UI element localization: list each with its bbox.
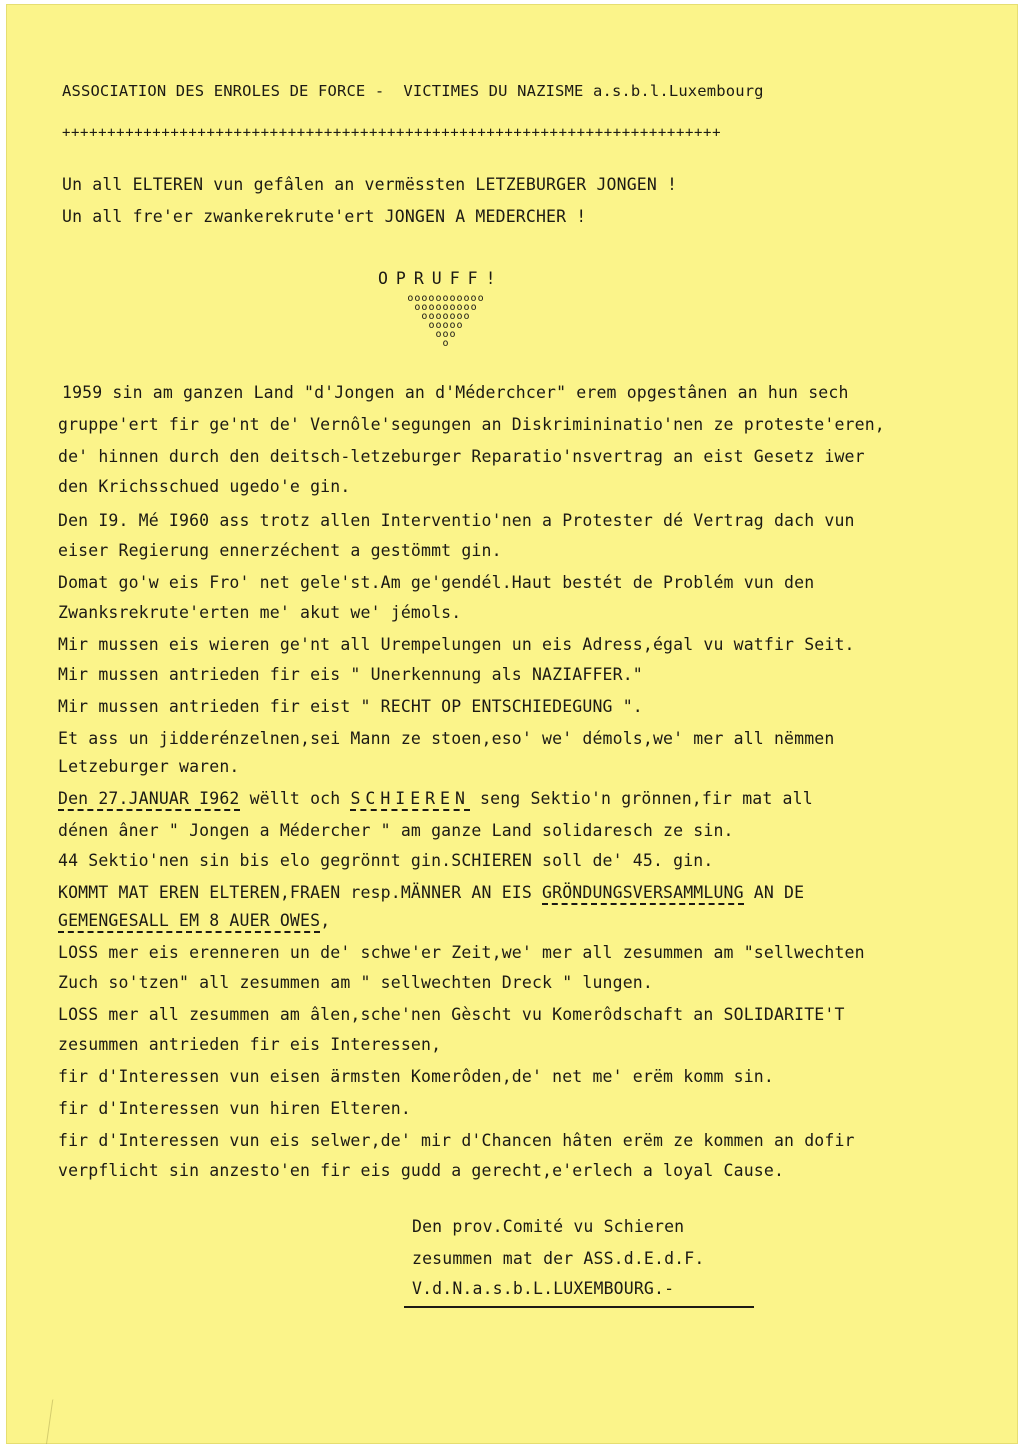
- meeting-text: KOMMT MAT EREN ELTEREN,FRAEN resp.MÄNNER AN EIS: [58, 883, 543, 902]
- dot-row: ooooooo: [421, 311, 471, 322]
- document-title: OPRUFF!: [378, 269, 504, 288]
- body-line: de' hinnen durch den deitsch-letzeburger Reparatio'nsvertrag an eist Gesetz iwer: [58, 447, 865, 466]
- meeting-date: Den 27.JANUAR I962: [58, 789, 240, 811]
- signature-line: zesummen mat der ASS.d.E.d.F.: [412, 1249, 705, 1268]
- meeting-text: AN DE: [743, 883, 805, 902]
- body-line: Mir mussen eis wieren ge'nt all Urempelungen un eis Adress,égal vu watfir Seit.: [58, 635, 855, 654]
- body-line: Letzeburger waren.: [58, 757, 240, 776]
- body-line: 1959 sin am ganzen Land "d'Jongen an d'Méderchcer" erem opgestânen an hun sech: [62, 383, 849, 402]
- signature-line: Den prov.Comité vu Schieren: [412, 1217, 685, 1236]
- body-line: dénen âner " Jongen a Médercher " am ganze Land solidaresch ze sin.: [58, 821, 734, 840]
- appeal-line: LOSS mer eis erenneren un de' schwe'er Zeit,we' mer all zesummen am "sellwechten: [58, 943, 865, 962]
- body-line: den Krichsschued ugedo'e gin.: [58, 477, 351, 496]
- meeting-text: wëllt och: [239, 789, 351, 808]
- appeal-line: fir d'Interessen vun eis selwer,de' mir d'Chancen hâten erëm ze kommen an dofir: [58, 1131, 855, 1150]
- body-line: Mir mussen antrieden fir eist " RECHT OP ENTSCHIEDEGUNG ".: [58, 697, 643, 716]
- meeting-text: seng Sektio'n grönnen,fir mat all: [469, 789, 813, 808]
- appeal-line: fir d'Interessen vun hiren Elteren.: [58, 1099, 411, 1118]
- folded-corner: [6, 1399, 53, 1444]
- dot-row: ooo: [435, 329, 457, 340]
- meeting-invitation-line: [58, 882, 804, 904]
- founding-assembly: GRÖNDUNGSVERSAMMLUNG: [542, 883, 744, 905]
- signature-line: V.d.N.a.s.b.L.LUXEMBOURG.-: [412, 1279, 675, 1298]
- dot-row: o: [442, 338, 450, 349]
- body-line: Et ass un jidderénzelnen,sei Mann ze stoen,eso' we' démols,we' mer all nëmmen: [58, 729, 835, 748]
- body-line: gruppe'ert fir ge'nt de' Vernôle'segungen an Diskrimininatio'nen ze proteste'eren,: [58, 415, 885, 434]
- meeting-venue: GEMENGESALL EM 8 AUER OWES: [58, 911, 320, 933]
- paper-sheet: [6, 4, 1018, 1444]
- body-line: eiser Regierung ennerzéchent a gestömmt gin.: [58, 541, 502, 560]
- body-line: Mir mussen antrieden fir eis " Unerkennung als NAZIAFFER.": [58, 665, 643, 684]
- salutation-line-1: Un all ELTEREN vun gefâlen an vermëssten LETZEBURGER JONGEN !: [62, 175, 678, 194]
- body-line: Zwanksrekrute'erten me' akut we' jémols.: [58, 603, 462, 622]
- body-line: Den I9. Mé I960 ass trotz allen Interventio'nen a Protester dé Vertrag dach vun: [58, 511, 855, 530]
- meeting-venue-line: [58, 910, 330, 932]
- meeting-text: ,: [320, 911, 331, 930]
- salutation-line-2: Un all fre'er zwankerekrute'ert JONGEN A MEDERCHER !: [62, 207, 587, 226]
- header-separator: +++++++++++++++++++++++++++++++++++++++++++++++++++++++++++++++++++++++++: [62, 125, 722, 141]
- body-line: Domat go'w eis Fro' net gele'st.Am ge'gendél.Haut bestét de Problém vun den: [58, 573, 815, 592]
- body-line: 44 Sektio'nen sin bis elo gegrönnt gin.SCHIEREN soll de' 45. gin.: [58, 851, 714, 870]
- dot-row: ooooo: [428, 320, 464, 331]
- appeal-line: fir d'Interessen vun eisen ärmsten Komerôden,de' net me' erëm komm sin.: [58, 1067, 774, 1086]
- signature-rule: [404, 1306, 754, 1308]
- dot-row: ooooooooooo: [407, 293, 485, 304]
- meeting-place: SCHIEREN: [350, 789, 469, 811]
- dot-row: ooooooooo: [414, 302, 478, 313]
- association-header: ASSOCIATION DES ENROLES DE FORCE - VICTIMES DU NAZISME a.s.b.l.Luxembourg: [62, 82, 764, 100]
- meeting-announcement-line: [58, 788, 813, 810]
- appeal-line: LOSS mer all zesummen am âlen,sche'nen Gèscht vu Komerôdschaft an SOLIDARITE'T: [58, 1005, 845, 1024]
- appeal-line: verpflicht sin anzesto'en fir eis gudd a gerecht,e'erlech a loyal Cause.: [58, 1161, 785, 1180]
- appeal-line: Zuch so'tzen" all zesummen am " sellwechten Dreck " lungen.: [58, 973, 653, 992]
- appeal-line: zesummen antrieden fir eis Interessen,: [58, 1035, 442, 1054]
- dot-triangle-ornament: [384, 294, 508, 348]
